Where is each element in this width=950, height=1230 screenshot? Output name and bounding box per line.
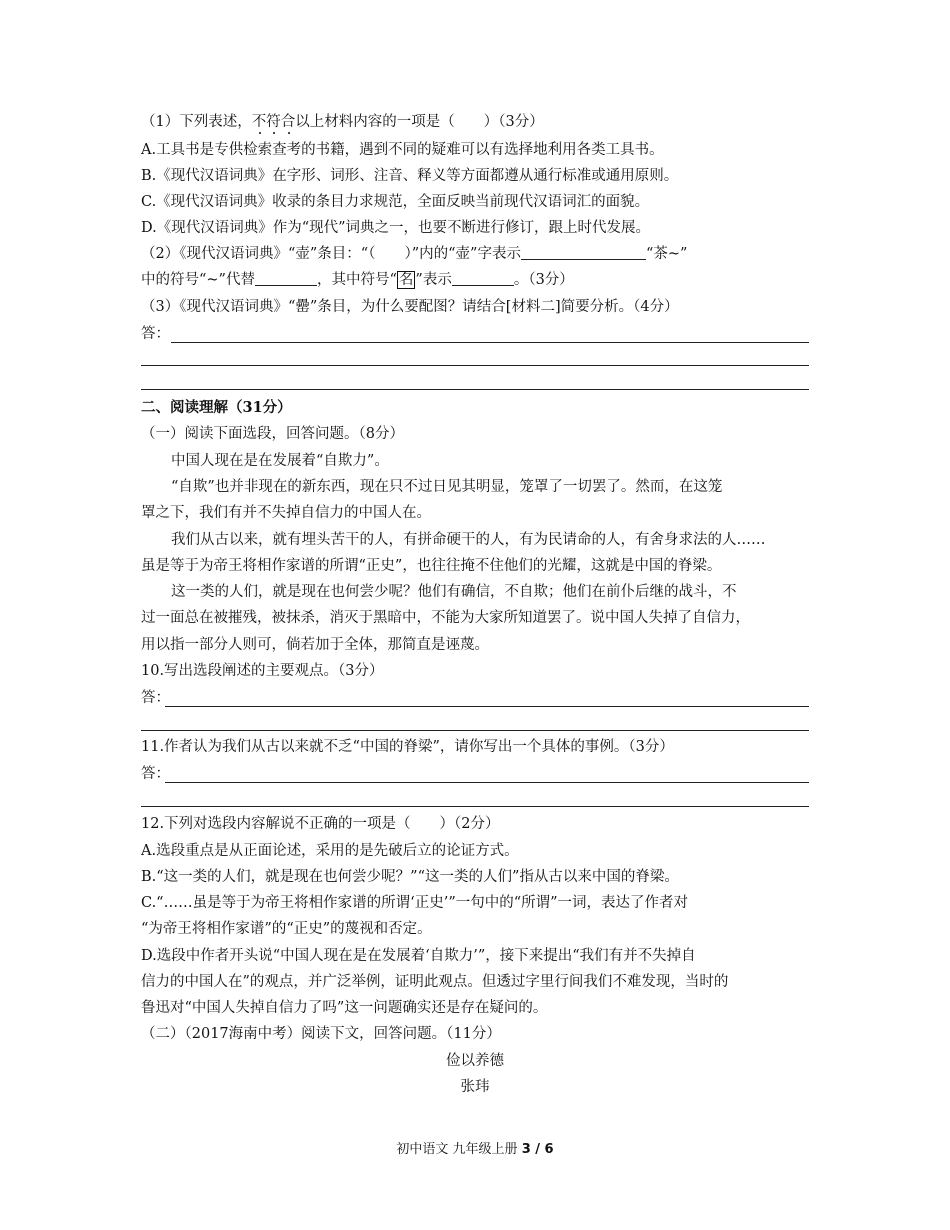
q2-line2: 中的符号“~”代替 ，其中符号“ 名 ”表示 。（3分） xyxy=(141,272,574,288)
answer-line[interactable] xyxy=(141,365,809,366)
section-heading: 二、阅读理解（31分） xyxy=(141,399,292,416)
passage-line: 我们从古以来，就有埋头苦干的人，有拼命硬干的人，有为民请命的人，有舍身求法的人…… xyxy=(171,532,766,548)
answer-label: 答： xyxy=(141,690,170,706)
answer-label: 答： xyxy=(141,766,170,782)
passage-line: 罩之下，我们有并不失掉自信力的中国人在。 xyxy=(141,505,431,521)
emphasis-char: 合 xyxy=(280,114,296,130)
q1-option-b: B.《现代汉语词典》在字形、词形、注音、释义等方面都遵从通行标准或通用原则。 xyxy=(141,168,679,184)
passage-line: 虽是等于为帝王将相作家谱的所谓“正史”，也往往掩不住他们的光耀，这就是中国的脊梁。 xyxy=(141,558,722,574)
answer-blank[interactable] xyxy=(255,271,317,286)
q12-option-b: B.“这一类的人们，就是现在也何尝少呢？”“这一类的人们”指从古以来中国的脊梁。 xyxy=(141,869,679,885)
subsection-heading: （一）阅读下面选段，回答问题。（8分） xyxy=(141,426,404,442)
article-title: 俭以养德 xyxy=(446,1053,504,1069)
passage-line: “自欺”也并非现在的新东西，现在只不过日见其明显，笼罩了一切罢了。然而，在这笼 xyxy=(171,479,723,495)
q12-option-d: D.选段中作者开头说“中国人现在是在发展着‘自欺力’”，接下来提出“我们有并不失掉自 xyxy=(141,948,696,964)
q12-option-d-cont: 信力的中国人在”的观点，并广泛举例，证明此观点。但透过字里行间我们不难发现，当时的 xyxy=(141,974,729,990)
footer-text: 初中语文 九年级上册 xyxy=(396,1142,522,1157)
answer-blank[interactable] xyxy=(452,271,514,286)
passage-line: 这一类的人们，就是现在也何尝少呢？他们有确信，不自欺；他们在前仆后继的战斗，不 xyxy=(171,584,737,600)
article-author: 张玮 xyxy=(460,1079,490,1095)
emphasis-char: 不 xyxy=(251,114,267,130)
q1-option-d: D.《现代汉语词典》作为“现代”词典之一，也要不断进行修订，跟上时代发展。 xyxy=(141,220,651,236)
page-number: 3 / 6 xyxy=(521,1142,554,1157)
answer-line[interactable] xyxy=(141,806,809,807)
passage-line: 用以指一部分人则可，倘若加于全体，那简直是诬蔑。 xyxy=(141,637,489,653)
noun-symbol-box: 名 xyxy=(398,272,414,288)
answer-line[interactable] xyxy=(171,342,809,343)
answer-blank[interactable] xyxy=(521,245,646,260)
q1-option-a: A.工具书是专供检索查考的书籍，遇到不同的疑难可以有选择地利用各类工具书。 xyxy=(141,142,664,158)
q11-stem: 11.作者认为我们从古以来就不乏“中国的脊梁”，请你写出一个具体的事例。（3分） xyxy=(141,739,674,755)
passage-paragraph: 中国人现在是在发展着“自欺力”。 xyxy=(171,453,389,469)
q12-option-d-cont: 鲁迅对“中国人失掉自信力了吗”这一问题确实还是存在疑问的。 xyxy=(141,1000,548,1016)
answer-line[interactable] xyxy=(141,389,809,390)
q1-stem: （1）下列表述，不符合以上材料内容的一项是（ ）（3分） xyxy=(141,114,544,130)
q2-line1: （2）《现代汉语词典》“壶”条目：“（ ）”内的“壶”字表示 “茶~” xyxy=(141,246,688,262)
subsection-heading: （二）（2017海南中考）阅读下文，回答问题。（11分） xyxy=(141,1026,501,1042)
q3-stem: （3）《现代汉语词典》“罍”条目，为什么要配图？请结合[材料二]简要分析。（4分） xyxy=(141,299,679,315)
q12-option-c-cont: “为帝王将相作家谱”的“正史”的蔑视和否定。 xyxy=(141,921,432,937)
answer-line[interactable] xyxy=(165,782,809,783)
emphasis-char: 符 xyxy=(266,114,281,130)
page-footer xyxy=(0,1138,950,1157)
q10-stem: 10.写出选段阐述的主要观点。（3分） xyxy=(141,663,384,679)
q12-stem: 12.下列对选段内容解说不正确的一项是（ ）（2分） xyxy=(141,816,500,832)
answer-line[interactable] xyxy=(165,706,809,707)
q12-option-c: C.“……虽是等于为帝王将相作家谱的所谓‘正史’”一句中的“所谓”一词，表达了作者对 xyxy=(141,895,689,911)
answer-label: 答： xyxy=(141,326,170,342)
passage-line: 过一面总在被摧残，被抹杀，消灭于黑暗中，不能为大家所知道罢了。说中国人失掉了自信力， xyxy=(141,610,750,626)
answer-line[interactable] xyxy=(141,730,809,731)
q1-option-c: C.《现代汉语词典》收录的条目力求规范，全面反映当前现代汉语词汇的面貌。 xyxy=(141,194,650,210)
q12-option-a: A.选段重点是从正面论述，采用的是先破后立的论证方式。 xyxy=(141,843,519,859)
